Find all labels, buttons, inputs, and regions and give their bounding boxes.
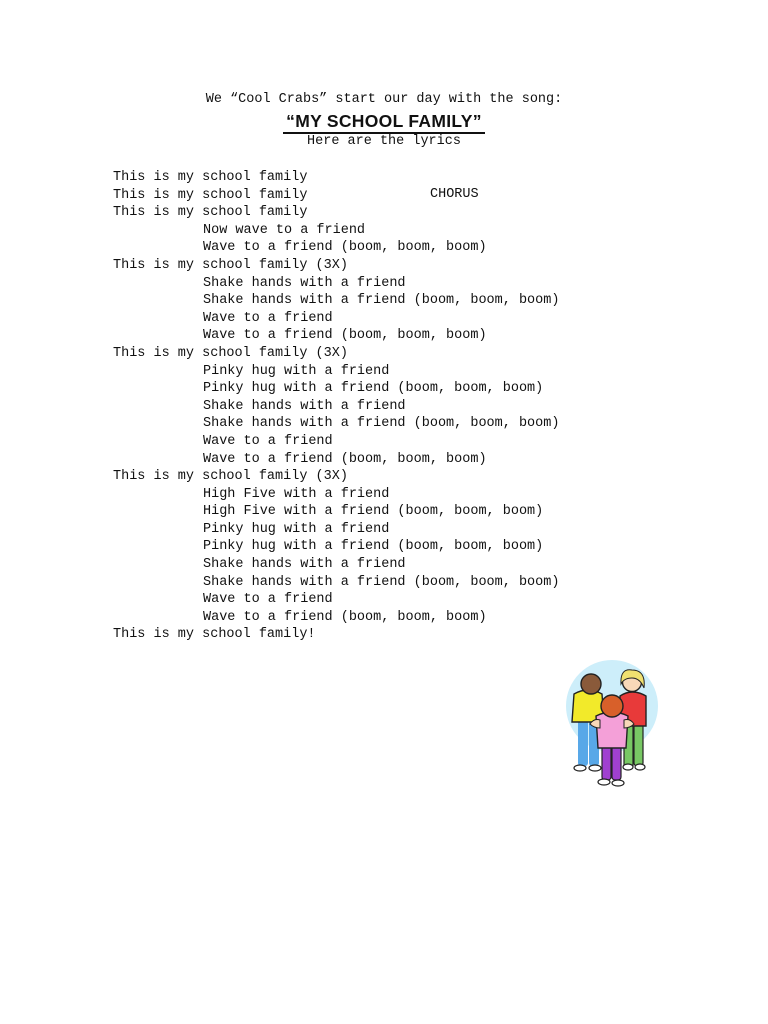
lyric-line: Shake hands with a friend (boom, boom, boom): [203, 293, 560, 309]
lyric-line: This is my school family (3X): [113, 469, 348, 485]
lyric-line: Wave to a friend: [203, 592, 333, 608]
intro-line: We “Cool Crabs” start our day with the song:: [205, 92, 563, 107]
lyric-line: This is my school family: [113, 170, 308, 185]
lyric-line: Pinky hug with a friend (boom, boom, boom): [203, 539, 544, 555]
lyric-line: This is my school family: [113, 205, 308, 221]
lyric-line: Wave to a friend (boom, boom, boom): [203, 609, 487, 625]
lyric-line: Pinky hug with a friend: [203, 363, 390, 379]
lyric-line: Pinky hug with a friend: [203, 521, 390, 537]
lyric-line: This is my school family (3X): [113, 345, 348, 361]
lyric-line: High Five with a friend: [203, 486, 390, 502]
lyrics-list: [113, 169, 559, 644]
title-container: [0, 111, 768, 134]
children-group-icon: [560, 658, 660, 790]
chorus-label: CHORUS: [430, 187, 479, 202]
song-title: “MY SCHOOL FAMILY”: [283, 111, 485, 134]
subtitle: Here are the lyrics: [307, 134, 461, 149]
lyric-line: Wave to a friend (boom, boom, boom): [203, 451, 487, 467]
lyric-line: Wave to a friend (boom, boom, boom): [203, 240, 487, 256]
lyric-line: Wave to a friend: [203, 433, 333, 449]
lyric-line: Shake hands with a friend (boom, boom, boom): [203, 416, 560, 432]
lyric-line: Shake hands with a friend: [203, 557, 406, 573]
lyric-line: Shake hands with a friend (boom, boom, boom): [203, 574, 560, 590]
lyric-line: Now wave to a friend: [203, 222, 366, 238]
lyric-line: This is my school family!: [113, 627, 316, 643]
lyric-line: This is my school family: [113, 187, 308, 203]
lyric-line: Wave to a friend (boom, boom, boom): [203, 328, 487, 344]
lyric-line: This is my school family (3X): [113, 257, 348, 273]
lyric-line: Pinky hug with a friend (boom, boom, boom): [203, 381, 544, 397]
lyric-line: Shake hands with a friend: [203, 275, 406, 291]
lyric-line: Wave to a friend: [203, 310, 333, 326]
lyric-line: Shake hands with a friend: [203, 398, 406, 414]
lyric-line: High Five with a friend (boom, boom, boom): [203, 504, 544, 520]
